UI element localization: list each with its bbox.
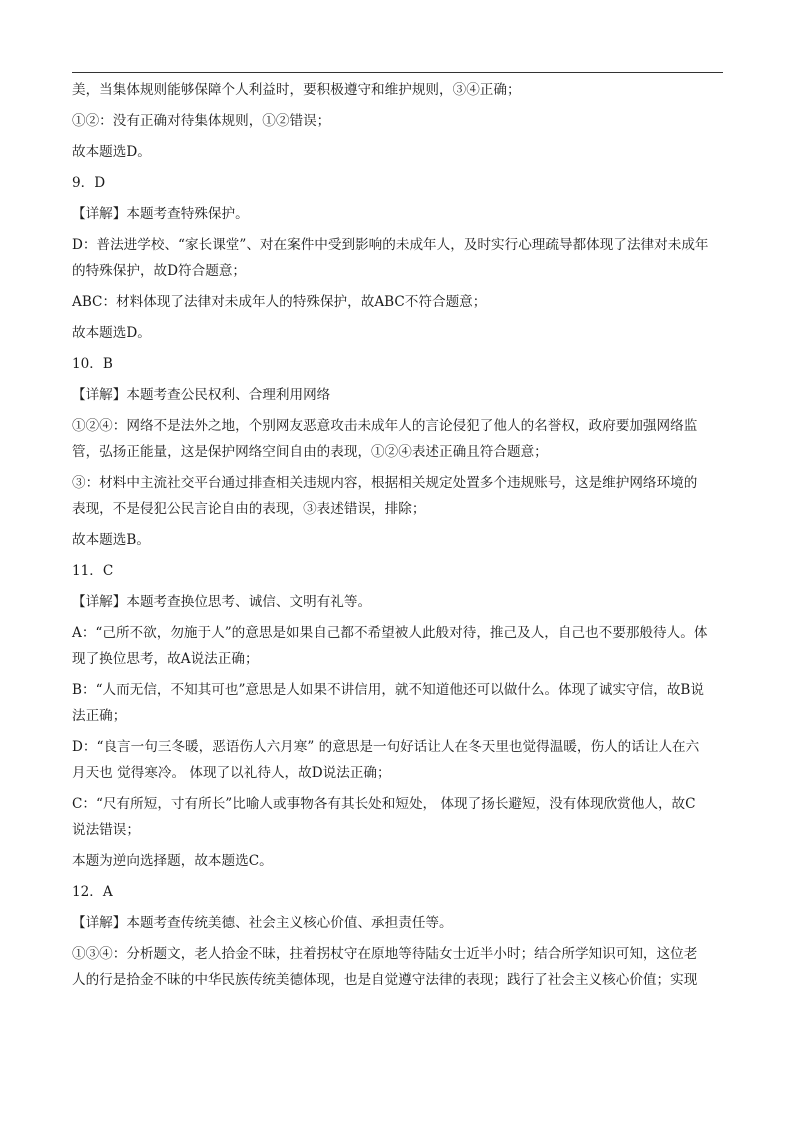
text-line: 现了换位思考，故A说法正确； <box>72 651 259 667</box>
text-line: ③：材料中主流社交平台通过排查相关违规内容，根据相关规定处置多个违规账号，这是维护网络环境的 <box>72 475 698 491</box>
text-line: 说法错误； <box>72 822 140 838</box>
text-line: 10．B <box>72 356 113 372</box>
text-line: 法正确； <box>72 708 127 724</box>
document-body <box>72 80 723 1001</box>
text-line: 的特殊保护，故D符合题意； <box>72 263 247 279</box>
text-line: D：“良言一句三冬暖，恶语伤人六月寒” 的意思是一句好话让人在冬天里也觉得温暖，伤人的话让人在六 <box>72 739 700 755</box>
text-line: 9．D <box>72 175 106 191</box>
text-line: 月天也 觉得寒冷。 体现了以礼待人，故D说法正确； <box>72 765 391 781</box>
text-line: A：“己所不欲，勿施于人”的意思是如果自己都不希望被人此般对待，推己及人，自己也不要那般待人。体 <box>72 625 708 641</box>
text-line: 【详解】本题考查传统美德、社会主义核心价值、承担责任等。 <box>72 915 453 931</box>
text-line: 管，弘扬正能量，这是保护网络空间自由的表现，①②④表述正确且符合题意； <box>72 444 548 460</box>
text-line: 12．A <box>72 884 113 900</box>
text-line: 美，当集体规则能够保障个人利益时，要积极遵守和维护规则，③④正确； <box>72 82 521 98</box>
text-line: 【详解】本题考查换位思考、诚信、文明有礼等。 <box>72 594 372 610</box>
text-line: 故本题选B。 <box>72 532 150 548</box>
text-line: 故本题选D。 <box>72 325 151 341</box>
text-line: ABC：材料体现了法律对未成年人的特殊保护，故ABC不符合题意； <box>72 294 487 310</box>
text-line: D：普法进学校、“家长课堂”、对在案件中受到影响的未成年人，及时实行心理疏导都体现了法律对未成年 <box>72 237 709 253</box>
text-line: ①②④：网络不是法外之地，个别网友恶意攻击未成年人的言论侵犯了他人的名誉权，政府要加强网络监 <box>72 418 698 434</box>
text-line: ①②：没有正确对待集体规则，①②错误； <box>72 113 331 129</box>
text-line: 人的行是拾金不昧的中华民族传统美德体现，也是自觉遵守法律的表现；践行了社会主义核心价值；实现 <box>72 972 698 988</box>
text-line: 【详解】本题考查公民权利、合理利用网络 <box>72 387 331 403</box>
text-line: B：“人而无信，不知其可也”意思是人如果不讲信用，就不知道他还可以做什么。体现了诚实守信，故B说 <box>72 682 704 698</box>
text-line: C：“尺有所短，寸有所长”比喻人或事物各有其长处和短处， 体现了扬长避短，没有体现欣赏他人，故C <box>72 796 696 812</box>
text-line: 表现，不是侵犯公民言论自由的表现，③表述错误，排除； <box>72 501 426 517</box>
text-line: 故本题选D。 <box>72 144 151 160</box>
text-line: ①③④：分析题文，老人拾金不昧，拄着拐杖守在原地等待陆女士近半小时；结合所学知识可知，这位老 <box>72 946 698 962</box>
text-line: 11．C <box>72 563 114 579</box>
header-rule <box>72 72 723 73</box>
text-line: 本题为逆向选择题，故本题选C。 <box>72 853 273 869</box>
text-line: 【详解】本题考查特殊保护。 <box>72 206 249 222</box>
